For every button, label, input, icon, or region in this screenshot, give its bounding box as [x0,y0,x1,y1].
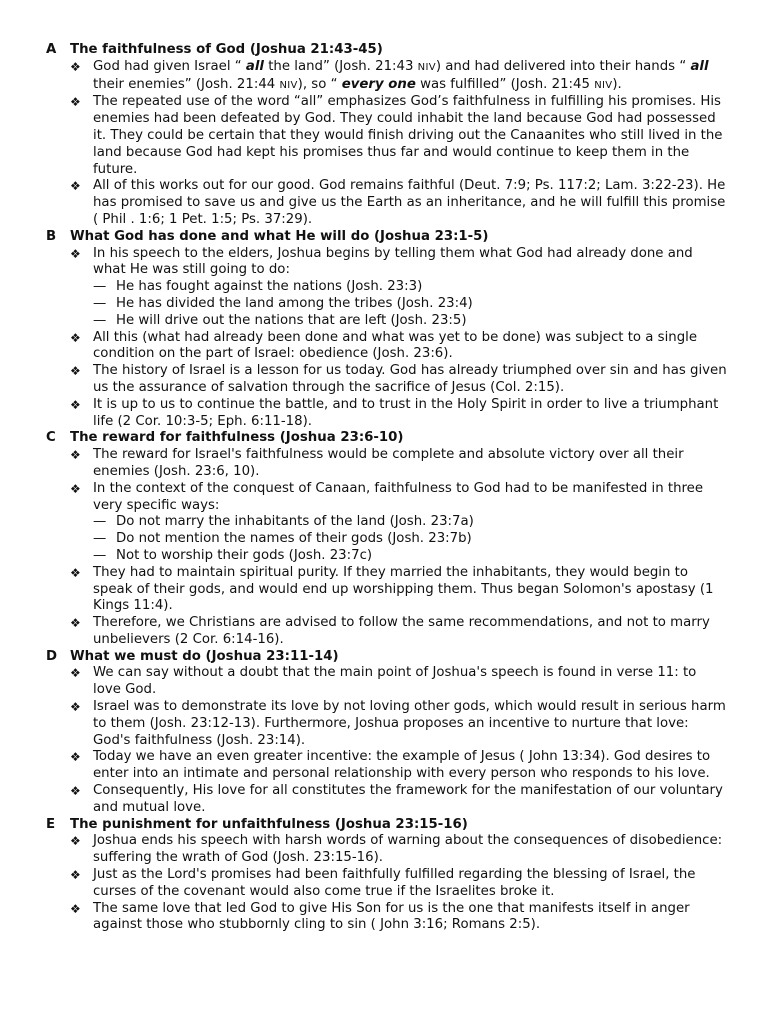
section-title: The punishment for unfaithfulness (Joshua 23:15-16) [70,816,468,832]
bullet-item [70,901,728,935]
bullet-item [70,59,728,95]
diamond-bullet-icon: ❖ [70,666,81,681]
section-title: The reward for faithfulness (Joshua 23:6-10) [70,430,404,446]
dash-text: Not to worship their gods (Josh. 23:7c) [116,547,373,563]
bullet-list [46,665,728,816]
section-letter: A [46,42,57,57]
dash-bullet-icon: — [93,514,107,530]
bullet-text: The reward for Israel's faithfulness would be complete and absolute victory over all their enemies (Josh. 23:6, 10). [93,447,684,479]
dash-item [93,313,728,330]
diamond-bullet-icon: ❖ [70,59,81,74]
bullet-item [70,481,728,565]
dash-bullet-icon: — [93,531,107,547]
bullet-text: The history of Israel is a lesson for us today. God has already triumphed over sin and has given us the assurance of salvation through the sacrifice of Jesus (Col. 2:15). [93,363,727,395]
bullet-item [70,397,728,431]
section-heading [46,229,728,246]
diamond-bullet-icon: ❖ [70,700,81,715]
bullet-item [70,867,728,901]
diamond-bullet-icon: ❖ [70,784,81,799]
bullet-text: In the context of the conquest of Canaan, faithfulness to God had to be manifested in three very specific ways: [93,480,704,513]
bullet-item [70,246,728,330]
bullet-text: ) and had delivered into their hands “ [435,58,691,74]
bullet-text: In his speech to the elders, Joshua begins by telling them what God had already done and what He was still going to do: [93,245,693,278]
version-abbrev: NIV [594,79,613,91]
section-heading [46,42,728,59]
bullet-item [70,565,728,615]
bullet-list [46,246,728,431]
bullet-text: It is up to us to continue the battle, and to trust in the Holy Spirit in order to live a triumphant life (2 Cor. 10:3-5; Eph. 6:11-18). [93,396,719,429]
dash-text: He has fought against the nations (Josh. 23:3) [116,279,423,295]
section-title: What God has done and what He will do (Joshua 23:1-5) [70,228,489,244]
dash-list [93,514,728,564]
bullet-text: ). [612,76,622,92]
dash-bullet-icon: — [93,295,107,311]
diamond-bullet-icon: ❖ [70,901,81,916]
bullet-text: They had to maintain spiritual purity. If they married the inhabitants, they would begin to speak of their gods, and would end up worshipping them. Thus began Solomon's apostasy (1 Kings 11:4). [93,564,714,614]
diamond-bullet-icon: ❖ [70,868,81,883]
bullet-text: Today we have an even greater incentive: the example of Jesus ( John 13:34). God desires to enter into an intimate and personal relationship with every person who responds to his love. [93,749,711,782]
bullet-text: We can say without a doubt that the main point of Joshua's speech is found in verse 11: to love God. [93,665,697,698]
dash-text: Do not marry the inhabitants of the land (Josh. 23:7a) [116,514,474,530]
bullet-item [70,363,728,397]
dash-list [93,279,728,329]
section-heading [46,430,728,447]
section-title: What we must do (Joshua 23:11-14) [70,648,339,664]
bullet-item [70,665,728,699]
bullet-item [70,699,728,749]
bullet-item [70,749,728,783]
bullet-text: The same love that led God to give His Son for us is the one that manifests itself in anger against those who stubbornly cling to sin ( John 3:16; Romans 2:5). [93,900,690,933]
bullet-text: was fulfilled” (Josh. 21:45 [415,76,595,92]
section-letter: E [46,816,56,832]
bullet-item [70,94,728,178]
dash-item [93,514,728,531]
bullet-item [70,783,728,817]
dash-bullet-icon: — [93,547,107,563]
section-letter: B [46,228,57,244]
dash-text: Do not mention the names of their gods (Josh. 23:7b) [116,531,472,547]
diamond-bullet-icon: ❖ [70,616,81,631]
bullet-item [70,615,728,649]
section-letter: D [46,648,58,664]
dash-text: He will drive out the nations that are left (Josh. 23:5) [116,312,467,328]
diamond-bullet-icon: ❖ [70,481,81,496]
bullet-item [70,330,728,364]
dash-bullet-icon: — [93,279,107,295]
section-title: The faithfulness of God (Joshua 21:43-45) [70,42,383,57]
diamond-bullet-icon: ❖ [70,246,81,261]
diamond-bullet-icon: ❖ [70,834,81,849]
bullet-text: Therefore, we Christians are advised to follow the same recommendations, and not to marry unbelievers (2 Cor. 6:14-16). [93,615,710,647]
version-abbrev: NIV [279,79,298,91]
bullet-text: Israel was to demonstrate its love by not loving other gods, which would result in serious harm to them (Josh. 23:12-13). Furthermore, Joshua proposes an incentive to nurture that love: God's faithfulness (Josh. 23:14). [93,699,726,748]
section-heading [46,817,728,834]
bullet-list [46,833,728,934]
bullet-text: Joshua ends his speech with harsh words of warning about the consequences of disobedience: suffering the wrath of God (Josh. 23:15-16). [93,833,723,866]
bullet-text: ), so “ [297,76,342,92]
bullet-list [46,59,728,229]
bullet-item [70,178,728,228]
diamond-bullet-icon: ❖ [70,95,81,110]
bullet-text: their enemies” (Josh. 21:44 [93,76,280,92]
bullet-text: Consequently, His love for all constitutes the framework for the manifestation of our voluntary and mutual love. [93,783,723,815]
diamond-bullet-icon: ❖ [70,179,81,194]
diamond-bullet-icon: ❖ [70,330,81,345]
bullet-text: Just as the Lord's promises had been faithfully fulfilled regarding the blessing of Israel, the curses of the covenant would also come true if the Israelites broke it. [93,867,696,899]
emphasis-text: all [690,58,709,74]
dash-item [93,279,728,296]
bullet-text: God had given Israel “ [93,58,246,74]
dash-item [93,548,728,565]
dash-text: He has divided the land among the tribes (Josh. 23:4) [116,295,473,311]
dash-item [93,296,728,313]
emphasis-text: all [245,58,264,74]
diamond-bullet-icon: ❖ [70,364,81,379]
version-abbrev: NIV [417,61,436,73]
diamond-bullet-icon: ❖ [70,565,81,580]
bullet-list [46,447,728,649]
bullet-text: the land” (Josh. 21:43 [263,58,418,74]
bullet-text: All of this works out for our good. God remains faithful (Deut. 7:9; Ps. 117:2; Lam. 3:22-23). He has promised to save us and give us the Earth as an inheritance, and he will fulfill this promise ( Phil . 1:6; 1 Pet. 1:5; Ps. 37:29). [93,178,726,227]
dash-bullet-icon: — [93,312,107,328]
section-heading [46,649,728,666]
bullet-item [70,447,728,481]
diamond-bullet-icon: ❖ [70,750,81,765]
diamond-bullet-icon: ❖ [70,448,81,463]
dash-item [93,531,728,548]
bullet-text: The repeated use of the word “all” emphasizes God’s faithfulness in fulfilling his promises. His enemies had been defeated by God. They could inhabit the land because God had possessed it. They could be certain that they would finish driving out the Canaanites who still lived in the land because God had kept his promises thus far and would continue to keep them in the future. [93,94,723,177]
emphasis-text: every one [341,76,416,92]
diamond-bullet-icon: ❖ [70,397,81,412]
bullet-item [70,833,728,867]
bullet-text: All this (what had already been done and what was yet to be done) was subject to a single condition on the part of Israel: obedience (Josh. 23:6). [93,329,698,362]
section-letter: C [46,430,56,446]
